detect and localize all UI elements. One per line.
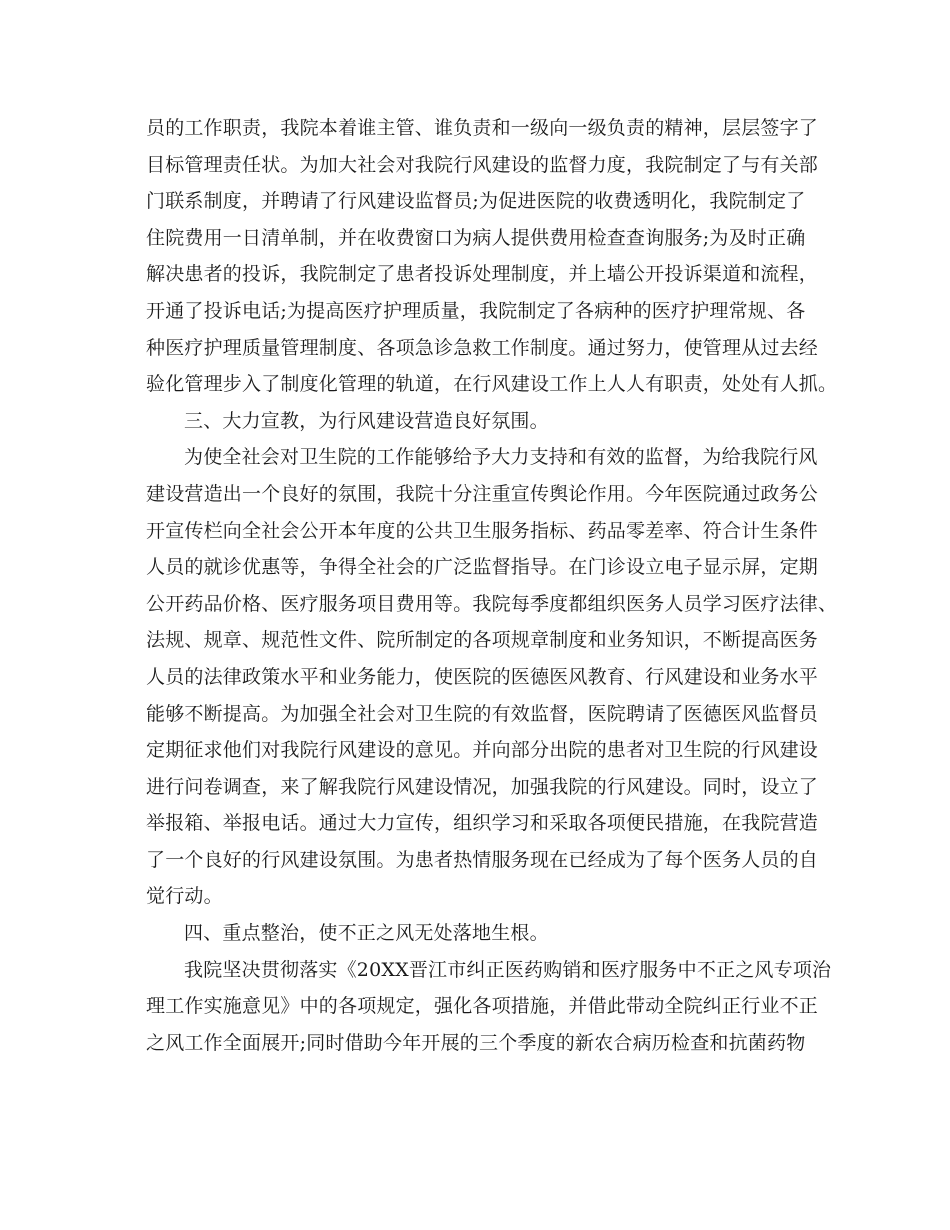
text-line: 开通了投诉电话;为提高医疗护理质量，我院制定了各病种的医疗护理常规、各 [146, 299, 806, 322]
text-line: 能够不断提高。为加强全社会对卫生院的有效监督，医院聘请了医德医风监督员 [146, 702, 819, 725]
text-line: 之风工作全面展开;同时借助今年开展的三个季度的新农合病历检查和抗菌药物 [146, 1031, 806, 1054]
text-line: 定期征求他们对我院行风建设的意见。并向部分出院的患者对卫生院的行风建设 [146, 739, 819, 762]
text-line: 了一个良好的行风建设氛围。为患者热情服务现在已经成为了每个医务人员的自 [146, 848, 819, 871]
text-line: 公开药品价格、医疗服务项目费用等。我院每季度都组织医务人员学习医疗法律、 [146, 592, 838, 615]
text-line: 目标管理责任状。为加大社会对我院行风建设的监督力度，我院制定了与有关部 [146, 153, 819, 176]
text-line: 开宣传栏向全社会公开本年度的公共卫生服务指标、药品零差率、符合计生条件 [146, 519, 819, 542]
text-line: 觉行动。 [146, 885, 223, 908]
text-line: 门联系制度，并聘请了行风建设监督员;为促进医院的收费透明化，我院制定了 [146, 190, 806, 213]
text-line: 解决患者的投诉，我院制定了患者投诉处理制度，并上墙公开投诉渠道和流程， [146, 263, 819, 286]
text-line: 三、大力宣教，为行风建设营造良好氛围。 [184, 409, 549, 432]
text-line: 人员的法律政策水平和业务能力，使医院的医德医风教育、行风建设和业务水平 [146, 665, 819, 688]
text-line: 人员的就诊优惠等，争得全社会的广泛监督指导。在门诊设立电子显示屏，定期 [146, 556, 819, 579]
text-line: 住院费用一日清单制，并在收费窗口为病人提供费用检查查询服务;为及时正确 [146, 226, 806, 249]
text-line: 理工作实施意见》中的各项规定，强化各项措施，并借此带动全院纠正行业不正 [146, 995, 819, 1018]
text-line: 我院坚决贯彻落实《20XX晋江市纠正医药购销和医疗服务中不正之风专项治 [184, 958, 832, 981]
text-line: 法规、规章、规范性文件、院所制定的各项规章制度和业务知识，不断提高医务 [146, 629, 819, 652]
text-line: 建设营造出一个良好的氛围，我院十分注重宣传舆论作用。今年医院通过政务公 [146, 482, 819, 505]
text-line: 举报箱、举报电话。通过大力宣传，组织学习和采取各项便民措施，在我院营造 [146, 812, 819, 835]
text-line: 验化管理步入了制度化管理的轨道，在行风建设工作上人人有职责，处处有人抓。 [146, 373, 838, 396]
text-line: 员的工作职责，我院本着谁主管、谁负责和一级向一级负责的精神，层层签字了 [146, 117, 819, 139]
text-line: 四、重点整治，使不正之风无处落地生根。 [184, 922, 549, 945]
text-line: 为使全社会对卫生院的工作能够给予大力支持和有效的监督，为给我院行风 [184, 446, 818, 469]
text-line: 种医疗护理质量管理制度、各项急诊急救工作制度。通过努力，使管理从过去经 [146, 336, 819, 359]
text-line: 进行问卷调查，来了解我院行风建设情况，加强我院的行风建设。同时，设立了 [146, 775, 819, 798]
document-body [146, 110, 838, 1061]
